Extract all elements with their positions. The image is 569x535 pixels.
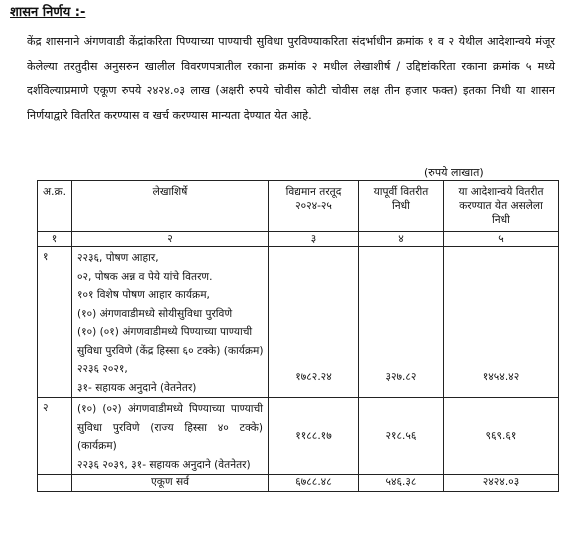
total-label: एकूण सर्व bbox=[72, 475, 269, 492]
column-number: ४ bbox=[359, 232, 444, 247]
account-line: (१०) अंगणवाडीमध्ये सोयीसुविधा पुरविणे bbox=[77, 307, 233, 320]
header-serial: अ.क्र. bbox=[38, 181, 72, 232]
unit-note: (रुपये लाखात) bbox=[424, 166, 484, 179]
table-header-row bbox=[38, 181, 559, 232]
total-previous: ५४६.३८ bbox=[359, 475, 444, 492]
row-account-head bbox=[72, 398, 269, 475]
row-current: १४५४.४२ bbox=[444, 247, 559, 398]
total-current: २४२४.०३ bbox=[444, 475, 559, 492]
row-provision: ११८८.१७ bbox=[269, 398, 359, 475]
column-number: १ bbox=[38, 232, 72, 247]
account-line: ०२, पोषक अन्न व पेये यांचे वितरण. bbox=[77, 270, 213, 283]
account-line: (१०) (०१) अंगणवाडीमध्ये पिण्याच्या पाण्याची bbox=[77, 326, 253, 338]
account-line: सुविधा पुरविणे (केंद्र हिस्सा ६० टक्के) (कार्यक्रम) bbox=[77, 344, 264, 357]
total-provision: ६७८८.४८ bbox=[269, 475, 359, 492]
account-line: (कार्यक्रम) bbox=[77, 440, 117, 452]
table-row bbox=[38, 398, 559, 475]
allocation-table bbox=[37, 180, 559, 492]
header-previous: यापूर्वी वितरीत निधी bbox=[359, 181, 444, 232]
row-previous: २१८.५६ bbox=[359, 398, 444, 475]
column-number-row bbox=[38, 232, 559, 247]
account-line: (१०) (०२) अंगणवाडीमध्ये पिण्याच्या पाण्याची bbox=[77, 403, 263, 415]
account-line: १०१ विशेष पोषण आहार कार्यक्रम, bbox=[77, 289, 210, 301]
column-number: २ bbox=[72, 232, 269, 247]
row-serial: १ bbox=[38, 247, 72, 398]
account-line: २२३६ २०२१, bbox=[77, 363, 128, 375]
total-row bbox=[38, 475, 559, 492]
row-provision: १७८२.२४ bbox=[269, 247, 359, 398]
row-account-head bbox=[72, 247, 269, 398]
column-number: ५ bbox=[444, 232, 559, 247]
column-number: ३ bbox=[269, 232, 359, 247]
account-line: ३१- सहायक अनुदाने (वेतनेतर) bbox=[77, 381, 197, 394]
account-line: २२३६ २०३९, ३१- सहायक अनुदाने (वेतनेतर) bbox=[77, 458, 251, 471]
section-heading: शासन निर्णय :- bbox=[10, 5, 86, 20]
table-row bbox=[38, 247, 559, 398]
header-provision: विद्यमान तरतूद २०२४-२५ bbox=[269, 181, 359, 232]
row-previous: ३२७.८२ bbox=[359, 247, 444, 398]
row-current: ९६९.६१ bbox=[444, 398, 559, 475]
order-paragraph: केंद्र शासनाने अंगणवाडी केंद्रांकरिता पिण्याच्या पाण्याची सुविधा पुरविण्याकरिता संदर्भाधीन क्रमांक १ व २ येथील आदेशान्वये मंजूर केलेल्या तरतुदीस अनुसरुन खालील विवरणपत्रातील रकाना क्रमांक २ मधील लेखाशीर्ष / उद्दिष्टांकरिता रकाना क्रमांक ५ मध्ये दर्शविल्याप्रमाणे एकूण रुपये २४२४.०३ लाख (अक्षरी रुपये चोवीस कोटी चोवीस लक्ष तीन हजार फक्त) इतका निधी या शासन निर्णयाद्वारे वितरित करण्यास व खर्च करण्यास मान्यता देण्यात येत आहे. bbox=[27, 35, 555, 122]
header-current: या आदेशान्वये वितरीत करण्यात येत असलेला निधी bbox=[444, 181, 559, 232]
account-line: २२३६, पोषण आहार, bbox=[77, 252, 159, 264]
header-account-head: लेखाशिर्षे bbox=[72, 181, 269, 232]
account-line: सुविधा पुरविणे (राज्य हिस्सा ४० टक्के) bbox=[77, 421, 263, 434]
row-serial: २ bbox=[38, 398, 72, 475]
total-blank bbox=[38, 475, 72, 492]
